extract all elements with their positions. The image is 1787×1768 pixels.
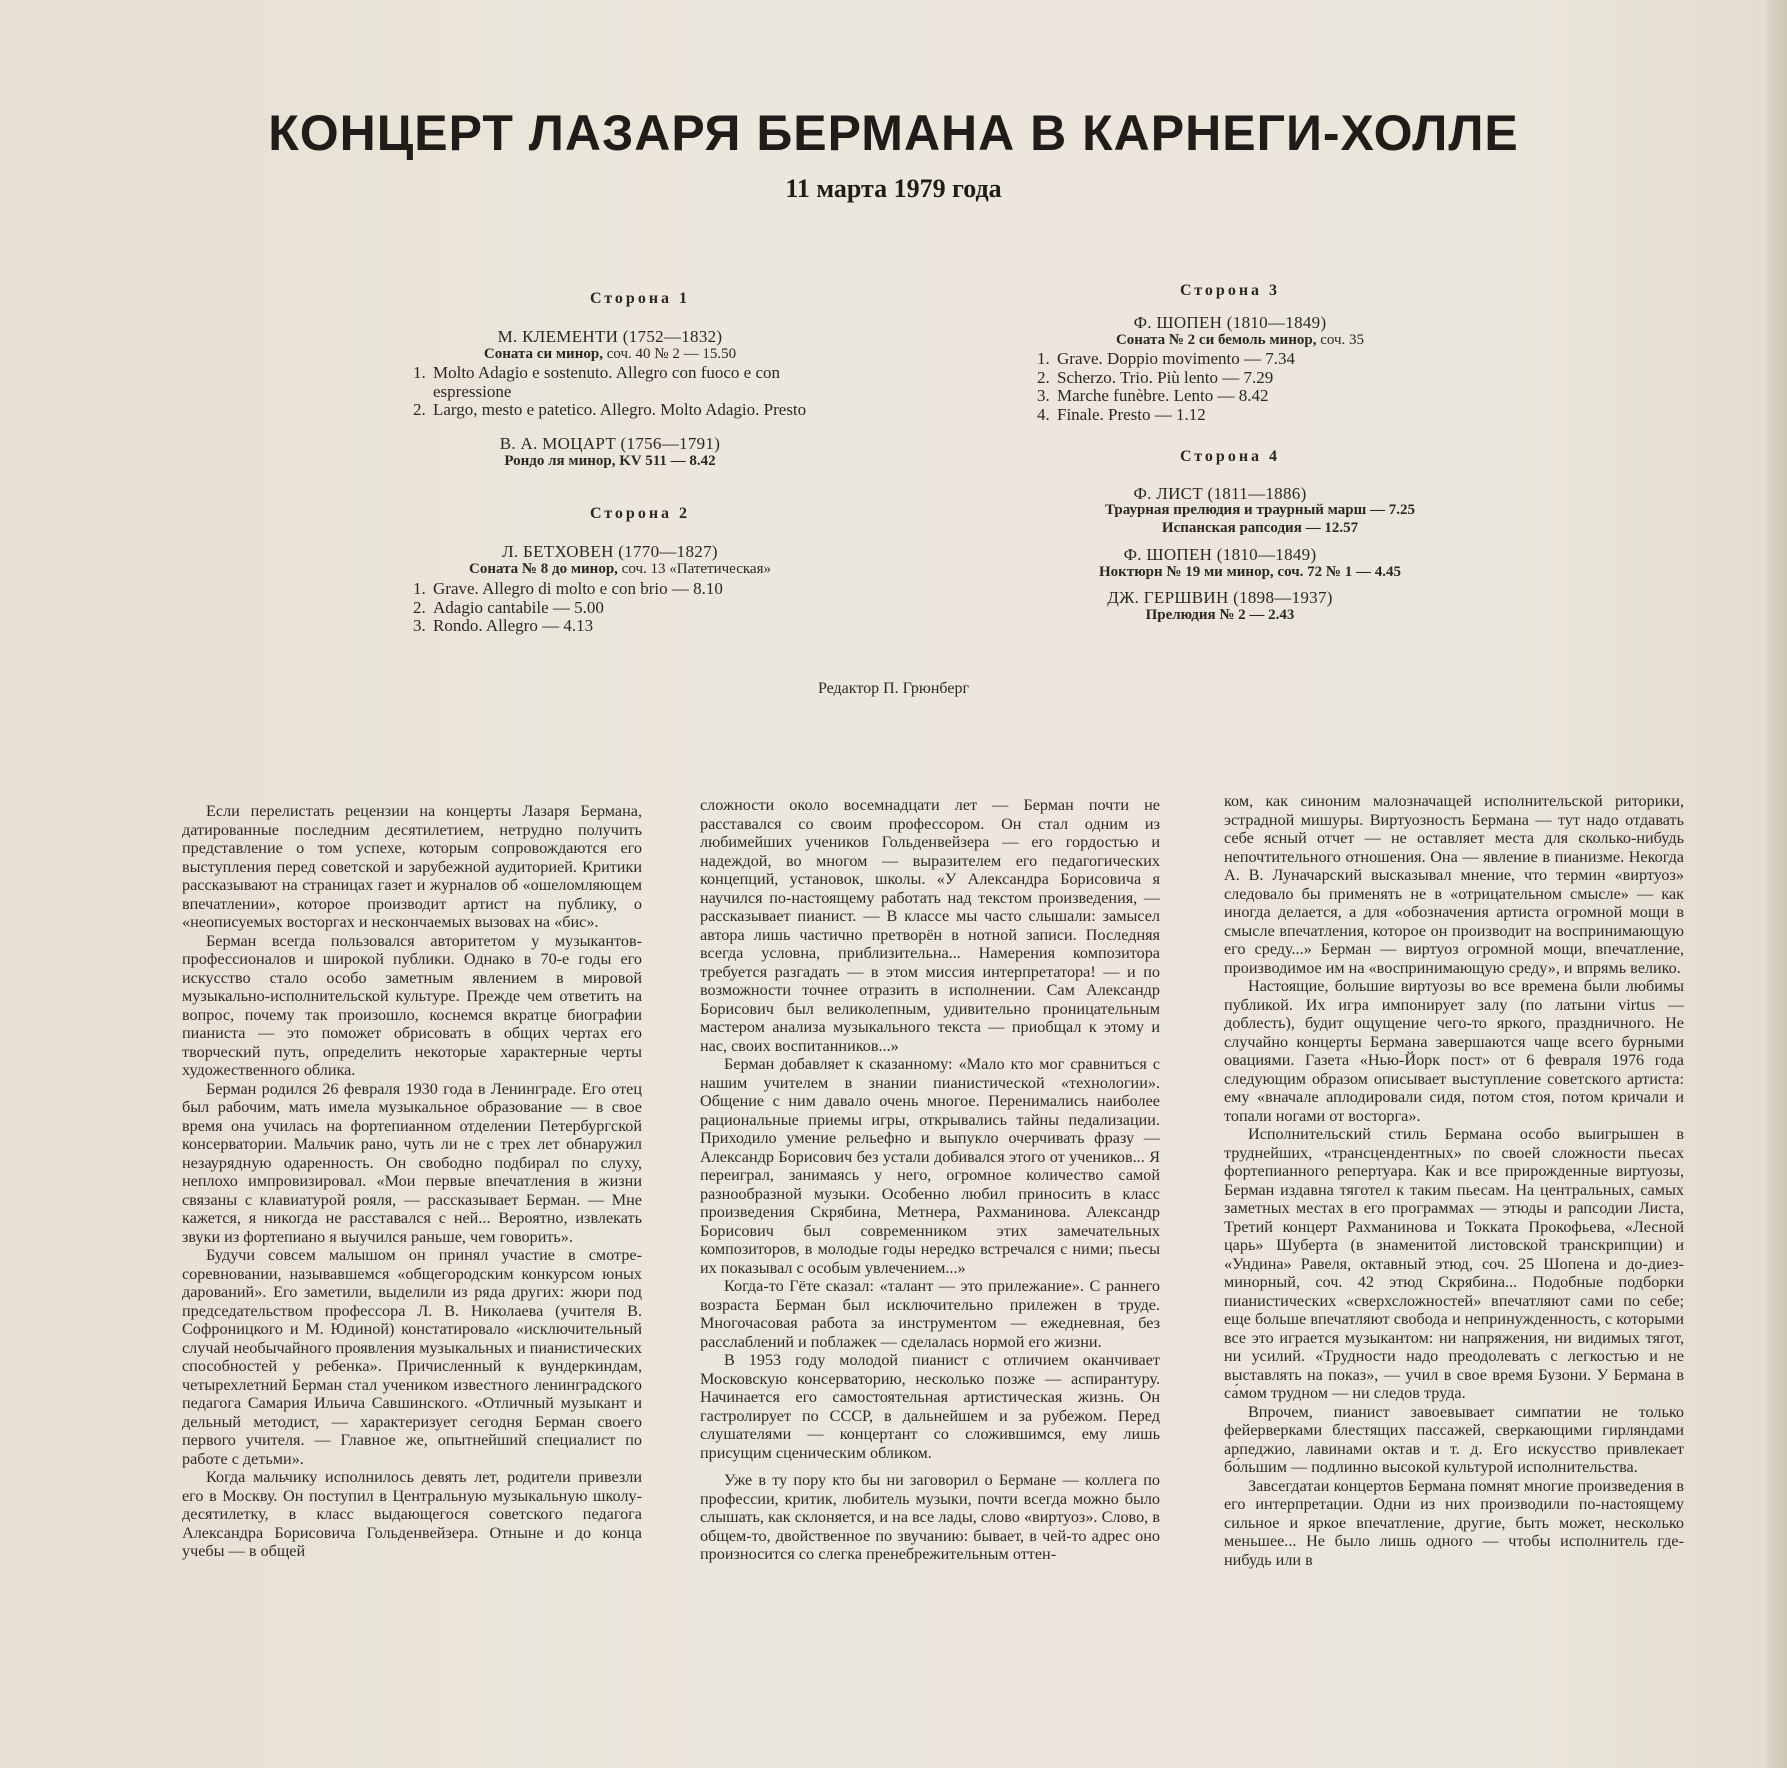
editor-credit: Редактор П. Грюнберг xyxy=(817,680,970,697)
sleeve-edge xyxy=(1767,0,1787,1768)
work-liszt-rhapsody: Испанская рапсодия — 12.57 xyxy=(1161,520,1359,536)
paragraph: Когда-то Гёте сказал: «талант — это прилежание». С раннего возраста Берман был исключительно прилежен в труде. Многочасовая работа за инструментом — ежедневная, без расслаблений и поблажек — сделалась нормой его жизни. xyxy=(700,1277,1160,1351)
paragraph: Когда мальчику исполнилось девять лет, родители привезли его в Москву. Он поступил в Центральную музыкальную школу-десятилетку, в класс выдающегося советского педагога Александра Борисовича Гольденвейзера. Отныне и до конца учебы — в общей xyxy=(182,1468,642,1560)
track-item xyxy=(1037,369,1417,388)
track-title: Grave. Allegro di molto e con brio — 8.10 xyxy=(433,579,723,598)
side-2-heading: Сторона 2 xyxy=(589,505,691,522)
tracklist-clementi xyxy=(413,364,893,420)
track-item xyxy=(1037,406,1417,425)
track-item xyxy=(1037,350,1417,369)
side-3-heading: Сторона 3 xyxy=(1179,282,1281,299)
track-item xyxy=(413,617,833,636)
track-title: Marche funèbre. Lento — 8.42 xyxy=(1057,386,1269,405)
track-number: 2. xyxy=(413,597,426,617)
tracklist-beethoven xyxy=(413,580,833,636)
track-title: Largo, mesto e patetico. Allegro. Molto Adagio. Presto xyxy=(433,400,807,419)
article-column-1 xyxy=(182,802,642,1561)
paragraph: Настоящие, большие виртуозы во все времена были любимы публикой. Их игра импонирует залу (по латыни virtus — доблесть), будит ощущение чего-то яркого, праздничного. Не случайно концерты Бермана завершаются чаще всего бурными овациями. Газета «Нью-Йорк пост» от 6 февраля 1976 года следующим образом описывает выступление советского артиста: ему «вначале аплодировали сидя, потом стоя, потом кричали и топали ногами от восторга». xyxy=(1224,977,1684,1125)
work-title: Соната си минор, xyxy=(483,346,603,362)
work-opus: соч. 35 xyxy=(1316,332,1365,348)
composer-liszt: Ф. ЛИСТ (1811—1886) xyxy=(1133,484,1307,503)
track-number: 3. xyxy=(1037,386,1050,405)
track-title: Adagio cantabile — 5.00 xyxy=(433,597,604,617)
work-beethoven-sonata xyxy=(380,561,860,578)
track-number: 1. xyxy=(413,579,426,598)
track-title-cont: espressione xyxy=(433,381,512,401)
work-title: Соната № 2 си бемоль минор, xyxy=(1115,332,1317,348)
paragraph: Будучи совсем малышом он принял участие в смотре-соревновании, называвшемся «общегородским конкурсом юных дарований». Его заметили, выделили из ряда других: жюри под председательством профессора Л. В. Николаева (учителя В. Софроницкого и М. Юдиной) констатировало «исключительный случай необычайного проявления музыкальных и пианистических способностей у ребенка». Причисленный к вундеркиндам, четырехлетний Берман стал учеником известного ленинградского педагога Самария Ильича Савшинского. «Отличный музыкант и дельный методист, — характеризует сегодня Берман своего первого учителя. — Главное же, опытнейший специалист по работе с детьми». xyxy=(182,1246,642,1468)
paragraph: Берман родился 26 февраля 1930 года в Ленинграде. Его отец был рабочим, мать имела музыкальное образование — в свое время она училась на фортепианном отделении Петербургской консерватории. Мальчик рано, чуть ли не с трех лет обнаружил незаурядную одаренность. Он свободно подбирал по слуху, неплохо импровизировал. «Мои первые впечатления в жизни связаны с клавиатурой рояля, — рассказывает Берман. — Мне кажется, я никогда не расставался с ней... Вероятно, извлекать звуки из фортепиано я выучился раньше, чем говорить». xyxy=(182,1079,642,1246)
paragraph: В 1953 году молодой пианист с отличием оканчивает Московскую консерваторию, несколько позже — аспирантуру. Начинается его самостоятельная артистическая жизнь. Он гастролирует по СССР, в дальнейшем и за рубежом. Перед слушателями — концертант со сложившимся, ему лишь присущим сценическим обликом. xyxy=(700,1351,1160,1462)
track-item xyxy=(413,364,893,401)
work-mozart-rondo: Рондо ля минор, KV 511 — 8.42 xyxy=(504,453,716,469)
concert-date: 11 марта 1979 года xyxy=(785,174,1002,203)
paragraph: Берман всегда пользовался авторитетом у музыкантов-профессионалов и широкой публики. Однако в 70-е годы его искусство стало особо заметным явлением в мировой музыкально-исполнительской культуре. Прежде чем ответить на вопрос, почему так произошло, коснемся вкратце биографии пианиста — это поможет обрисовать в общих чертах его творческий путь, определить некоторые характерные черты художественного облика. xyxy=(182,931,642,1079)
work-chopin-sonata xyxy=(1020,332,1460,349)
composer-clementi: М. КЛЕМЕНТИ (1752—1832) xyxy=(497,327,723,346)
track-title: Finale. Presto — 1.12 xyxy=(1057,404,1206,424)
track-item xyxy=(413,580,833,599)
track-title: Rondo. Allegro — 4.13 xyxy=(433,616,594,635)
track-item xyxy=(1037,387,1417,406)
paragraph: Уже в ту пору кто бы ни заговорил о Бермане — коллега по профессии, критик, любитель музыки, почти всегда можно было слышать, как склоняется, и на все лады, слово «виртуоз». Слово, в общем-то, двойственное по звучанию: бывает, в чей-то адрес оно произносится со слегка пренебрежительным оттен- xyxy=(700,1471,1160,1563)
track-title: Scherzo. Trio. Più lento — 7.29 xyxy=(1057,367,1274,387)
work-gershwin-prelude: Прелюдия № 2 — 2.43 xyxy=(1145,607,1295,623)
work-liszt-prelude: Траурная прелюдия и траурный марш — 7.25 xyxy=(1104,502,1416,518)
track-number: 2. xyxy=(413,400,426,419)
track-title: Grave. Doppio movimento — 7.34 xyxy=(1057,349,1295,368)
tracklist-chopin xyxy=(1037,350,1417,424)
track-number: 4. xyxy=(1037,404,1050,424)
work-opus: соч. 40 № 2 — 15.50 xyxy=(602,346,737,362)
track-number: 3. xyxy=(413,616,426,635)
track-number: 1. xyxy=(413,363,426,382)
work-chopin-nocturne: Ноктюрн № 19 ми минор, соч. 72 № 1 — 4.45 xyxy=(1099,564,1401,580)
work-title: Соната № 8 до минор, xyxy=(469,561,618,577)
paragraph: ком, как синоним малозначащей исполнительской риторики, эстрадной мишуры. Виртуозность Бермана — тут надо отдавать себе ясный отчет — не оставляет места для сколько-нибудь непочтительного отношения. Она — явление в пианизме. Некогда А. В. Луначарский высказывал мнение, что термин «виртуоз» следовало бы применять не в «отрицательном смысле» — как иногда делается, а для «обозначения артиста огромной мощи в смысле впечатления, которое он производит на воспринимающую его среду...» Берман — виртуоз огромной мощи, впечатление, производимое им на «воспринимающую среду», и впрямь велико. xyxy=(1224,792,1684,977)
track-number: 1. xyxy=(1037,349,1050,368)
paragraph: Берман добавляет к сказанному: «Мало кто мог сравниться с нашим учителем в знании пианистической «технологии». Общение с ним давало очень многое. Перенимались наиболее рациональные приемы игры, открывались тайны педализации. Приходило умение рельефно и выпукло очерчивать фразу — Александр Борисович без устали добивался этого от учеников... Я переиграл, занимаясь у него, огромное количество самой разнообразной музыки. Особенно любил приносить в класс произведения Скрябина, Метнера, Рахманинова. Александр Борисович был современником этих замечательных композиторов, в молодые годы нередко встречался с ними; пьесы их показывал с особым увлечением...» xyxy=(700,1055,1160,1277)
composer-beethoven: Л. БЕТХОВЕН (1770—1827) xyxy=(502,542,718,561)
paragraph: Если перелистать рецензии на концерты Лазаря Бермана, датированные последним десятилетием, нетрудно получить представление о том успехе, которым сопровождаются его выступления перед советской и зарубежной аудиторией. Критики рассказывают на страницах газет и журналов об «ошеломляющем впечатлении», которое производит артист на публику, о «неописуемых восторгах и нескончаемых вызовах на «бис». xyxy=(182,802,642,931)
work-opus: соч. 13 «Патетическая» xyxy=(617,561,771,577)
composer-mozart: В. А. МОЦАРТ (1756—1791) xyxy=(499,434,721,453)
paragraph: Впрочем, пианист завоевывает симпатии не только фейерверками блестящих пассажей, сверкающими гирляндами арпеджио, лавинами октав и т. д. Его искусство привлекает бо́льшим — подлинно высокой культурой исполнительства. xyxy=(1224,1402,1684,1476)
paragraph: Исполнительский стиль Бермана особо выигрышен в труднейших, «трансцендентных» по своей сложности пьесах фортепианного репертуара. Как и все прирожденные виртуозы, Берман издавна тяготел к таким пьесам. На центральных, самых заметных местах в его программах — этюды и рапсодии Листа, Третий концерт Рахманинова и Токката Прокофьева, «Лесной царь» Шуберта (в знаменитой листовской транскрипции) и «Ундина» Равеля, октавный этюд, соч. 25 Шопена и до-диез-минорный, соч. 42 этюд Скрябина... Подобные подборки пианистических «сверхсложностей» впечатляют сами по себе; еще больше впечатляют свобода и непринужденность, с которыми все это играется музыкантом: ни напряжения, ни видимых тягот, ни усилий. «Трудности надо преодолевать с легкостью и не выставлять на показ», — учил в свое время Бузони. У Бермана в са́мом трудном — ни следов труда. xyxy=(1224,1125,1684,1402)
track-title: Molto Adagio e sostenuto. Allegro con fuoco e con xyxy=(433,363,781,382)
composer-chopin: Ф. ШОПЕН (1810—1849) xyxy=(1133,313,1327,332)
composer-gershwin: ДЖ. ГЕРШВИН (1898—1937) xyxy=(1107,588,1333,607)
track-item xyxy=(413,401,893,420)
article-column-2 xyxy=(700,796,1160,1564)
composer-chopin-2: Ф. ШОПЕН (1810—1849) xyxy=(1123,545,1317,564)
article-column-3 xyxy=(1224,792,1684,1569)
page-title: КОНЦЕРТ ЛАЗАРЯ БЕРМАНА В КАРНЕГИ-ХОЛЛЕ xyxy=(268,105,1519,161)
paragraph: сложности около восемнадцати лет — Берман почти не расставался со своим профессором. Он стал одним из любимейших учеников Гольденвейзера — его гордостью и надеждой, во многом — выразителем его педагогических концепций, установок, школы. «У Александра Борисовича я научился по-настоящему работать над текстом произведения, — рассказывает пианист. — В классе мы часто слышали: замысел автора лишь частично претворён в нотной записи. Последняя всегда условна, приблизительна... Намерения композитора требуется разгадать — в этом миссия интерпретатора! — и по возможности точнее отразить в исполнении. Сам Александр Борисович был великолепным, удивительно проницательным мастером анализа музыкального текста — приобщал к этому и нас, своих воспитанников...» xyxy=(700,796,1160,1055)
track-item xyxy=(413,599,833,618)
track-number: 2. xyxy=(1037,367,1050,387)
side-4-heading: Сторона 4 xyxy=(1179,448,1281,465)
side-1-heading: Сторона 1 xyxy=(589,290,691,307)
work-clementi-sonata xyxy=(400,346,820,363)
paragraph: Завсегдатаи концертов Бермана помнят многие произведения в его интерпретации. Одни из них производили по-настоящему сильное и яркое впечатление, другие, быть может, несколько меньшее... Не было лишь одного — чтобы исполнитель где-нибудь или в xyxy=(1224,1476,1684,1569)
